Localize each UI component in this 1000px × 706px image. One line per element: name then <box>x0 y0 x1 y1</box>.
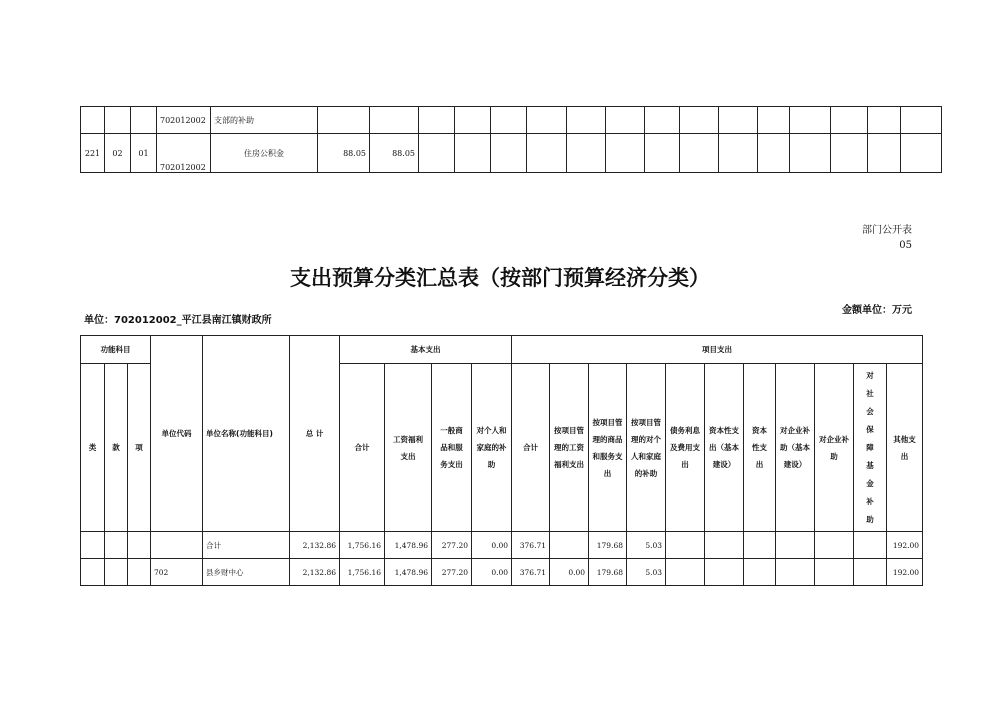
cell <box>318 107 370 134</box>
form-number: 05 <box>899 240 912 251</box>
cell <box>831 107 868 134</box>
cell <box>567 107 606 134</box>
cell: 376.71 <box>512 532 550 559</box>
cell <box>105 107 131 134</box>
header-social-security: 对社会保障基金补助 <box>854 364 887 532</box>
cell <box>666 532 705 559</box>
cell: 住房公积金 <box>211 134 318 173</box>
cell <box>105 559 128 586</box>
cell: 1,756.16 <box>340 532 385 559</box>
table-row <box>81 134 942 173</box>
cell <box>419 134 455 173</box>
cell <box>81 559 105 586</box>
cell <box>105 532 128 559</box>
header-proj-subtotal: 合计 <box>512 364 550 532</box>
cell <box>705 559 744 586</box>
cell: 支部的补助 <box>211 107 318 134</box>
cell <box>128 532 151 559</box>
cell <box>491 107 527 134</box>
header-basic-goods: 一般商品和服务支出 <box>432 364 472 532</box>
cell <box>606 134 645 173</box>
cell <box>151 532 203 559</box>
cell <box>868 107 901 134</box>
cell: 0.00 <box>550 559 589 586</box>
header-enterprise: 对企业补助 <box>815 364 854 532</box>
cell <box>666 559 705 586</box>
cell: 702012002 <box>157 134 211 173</box>
cell <box>550 532 589 559</box>
cell: 2,132.86 <box>290 559 340 586</box>
cell <box>815 532 854 559</box>
cell <box>455 134 491 173</box>
header-total: 总 计 <box>290 336 340 532</box>
cell: 702012002 <box>157 107 211 134</box>
cell: 0.00 <box>472 532 512 559</box>
cell: 179.68 <box>589 559 627 586</box>
header-other: 其他支出 <box>887 364 923 532</box>
cell: 192.00 <box>887 559 923 586</box>
cell: 2,132.86 <box>290 532 340 559</box>
cell: 277.20 <box>432 559 472 586</box>
table-row <box>81 107 942 134</box>
dept-form-label: 部门公开表 <box>862 225 912 236</box>
cell <box>705 532 744 559</box>
header-capital: 资本性支出 <box>744 364 776 532</box>
cell <box>744 532 776 559</box>
cell <box>680 107 719 134</box>
header-kuan: 款 <box>105 364 128 532</box>
header-unit-name: 单位名称(功能科目) <box>203 336 290 532</box>
cell <box>744 559 776 586</box>
cell: 221 <box>81 134 105 173</box>
cell: 277.20 <box>432 532 472 559</box>
cell: 合计 <box>203 532 290 559</box>
cell <box>455 107 491 134</box>
header-enterprise-basic: 对企业补助（基本建设） <box>776 364 815 532</box>
cell: 1,478.96 <box>385 559 432 586</box>
header-proj-wages: 按项目管理的工资福利支出 <box>550 364 589 532</box>
cell <box>776 559 815 586</box>
header-unit-code: 单位代码 <box>151 336 203 532</box>
cell <box>758 107 790 134</box>
cell <box>901 134 942 173</box>
header-proj-personal: 按项目管理的对个人和家庭的补助 <box>627 364 666 532</box>
header-basic-wages: 工资福利支出 <box>385 364 432 532</box>
unit-label: 单位：702012002_平江县南江镇财政所 <box>84 315 272 326</box>
header-basic-expense: 基本支出 <box>340 336 512 364</box>
table-row <box>81 532 923 559</box>
cell: 88.05 <box>318 134 370 173</box>
cell: 1,478.96 <box>385 532 432 559</box>
cell: 5.03 <box>627 532 666 559</box>
cell <box>419 107 455 134</box>
cell: 376.71 <box>512 559 550 586</box>
page-title: 支出预算分类汇总表（按部门预算经济分类） <box>290 266 710 290</box>
cell <box>680 134 719 173</box>
cell: 0.00 <box>472 559 512 586</box>
cell <box>606 107 645 134</box>
header-basic-subtotal: 合计 <box>340 364 385 532</box>
cell <box>790 134 831 173</box>
header-row <box>81 336 923 364</box>
header-proj-goods: 按项目管理的商品和服务支出 <box>589 364 627 532</box>
cell <box>527 134 567 173</box>
cell: 192.00 <box>887 532 923 559</box>
cell <box>81 532 105 559</box>
cell <box>758 134 790 173</box>
amount-unit-label: 金额单位：万元 <box>842 305 912 316</box>
cell: 02 <box>105 134 131 173</box>
expense-summary-table <box>80 335 923 586</box>
cell <box>831 134 868 173</box>
cell: 01 <box>131 134 157 173</box>
cell <box>776 532 815 559</box>
cell <box>815 559 854 586</box>
cell <box>128 559 151 586</box>
cell <box>131 107 157 134</box>
header-lei: 类 <box>81 364 105 532</box>
cell <box>901 107 942 134</box>
cell <box>719 107 758 134</box>
header-xiang: 项 <box>128 364 151 532</box>
cell <box>854 532 887 559</box>
table-row <box>81 559 923 586</box>
cell <box>790 107 831 134</box>
cell: 179.68 <box>589 532 627 559</box>
cell: 5.03 <box>627 559 666 586</box>
cell: 1,756.16 <box>340 559 385 586</box>
header-debt-interest: 债务利息及费用支出 <box>666 364 705 532</box>
cell <box>854 559 887 586</box>
cell <box>81 107 105 134</box>
header-function-subject: 功能科目 <box>81 336 151 364</box>
cell <box>567 134 606 173</box>
cell <box>645 107 680 134</box>
cell: 702 <box>151 559 203 586</box>
cell: 88.05 <box>370 134 419 173</box>
cell <box>491 134 527 173</box>
header-basic-personal: 对个人和家庭的补助 <box>472 364 512 532</box>
header-capital-basic: 资本性支出（基本建设） <box>705 364 744 532</box>
cell <box>527 107 567 134</box>
header-project-expense: 项目支出 <box>512 336 923 364</box>
cell <box>645 134 680 173</box>
cell: 县乡财中心 <box>203 559 290 586</box>
top-continuation-table <box>80 106 942 173</box>
cell <box>370 107 419 134</box>
cell <box>719 134 758 173</box>
cell <box>868 134 901 173</box>
